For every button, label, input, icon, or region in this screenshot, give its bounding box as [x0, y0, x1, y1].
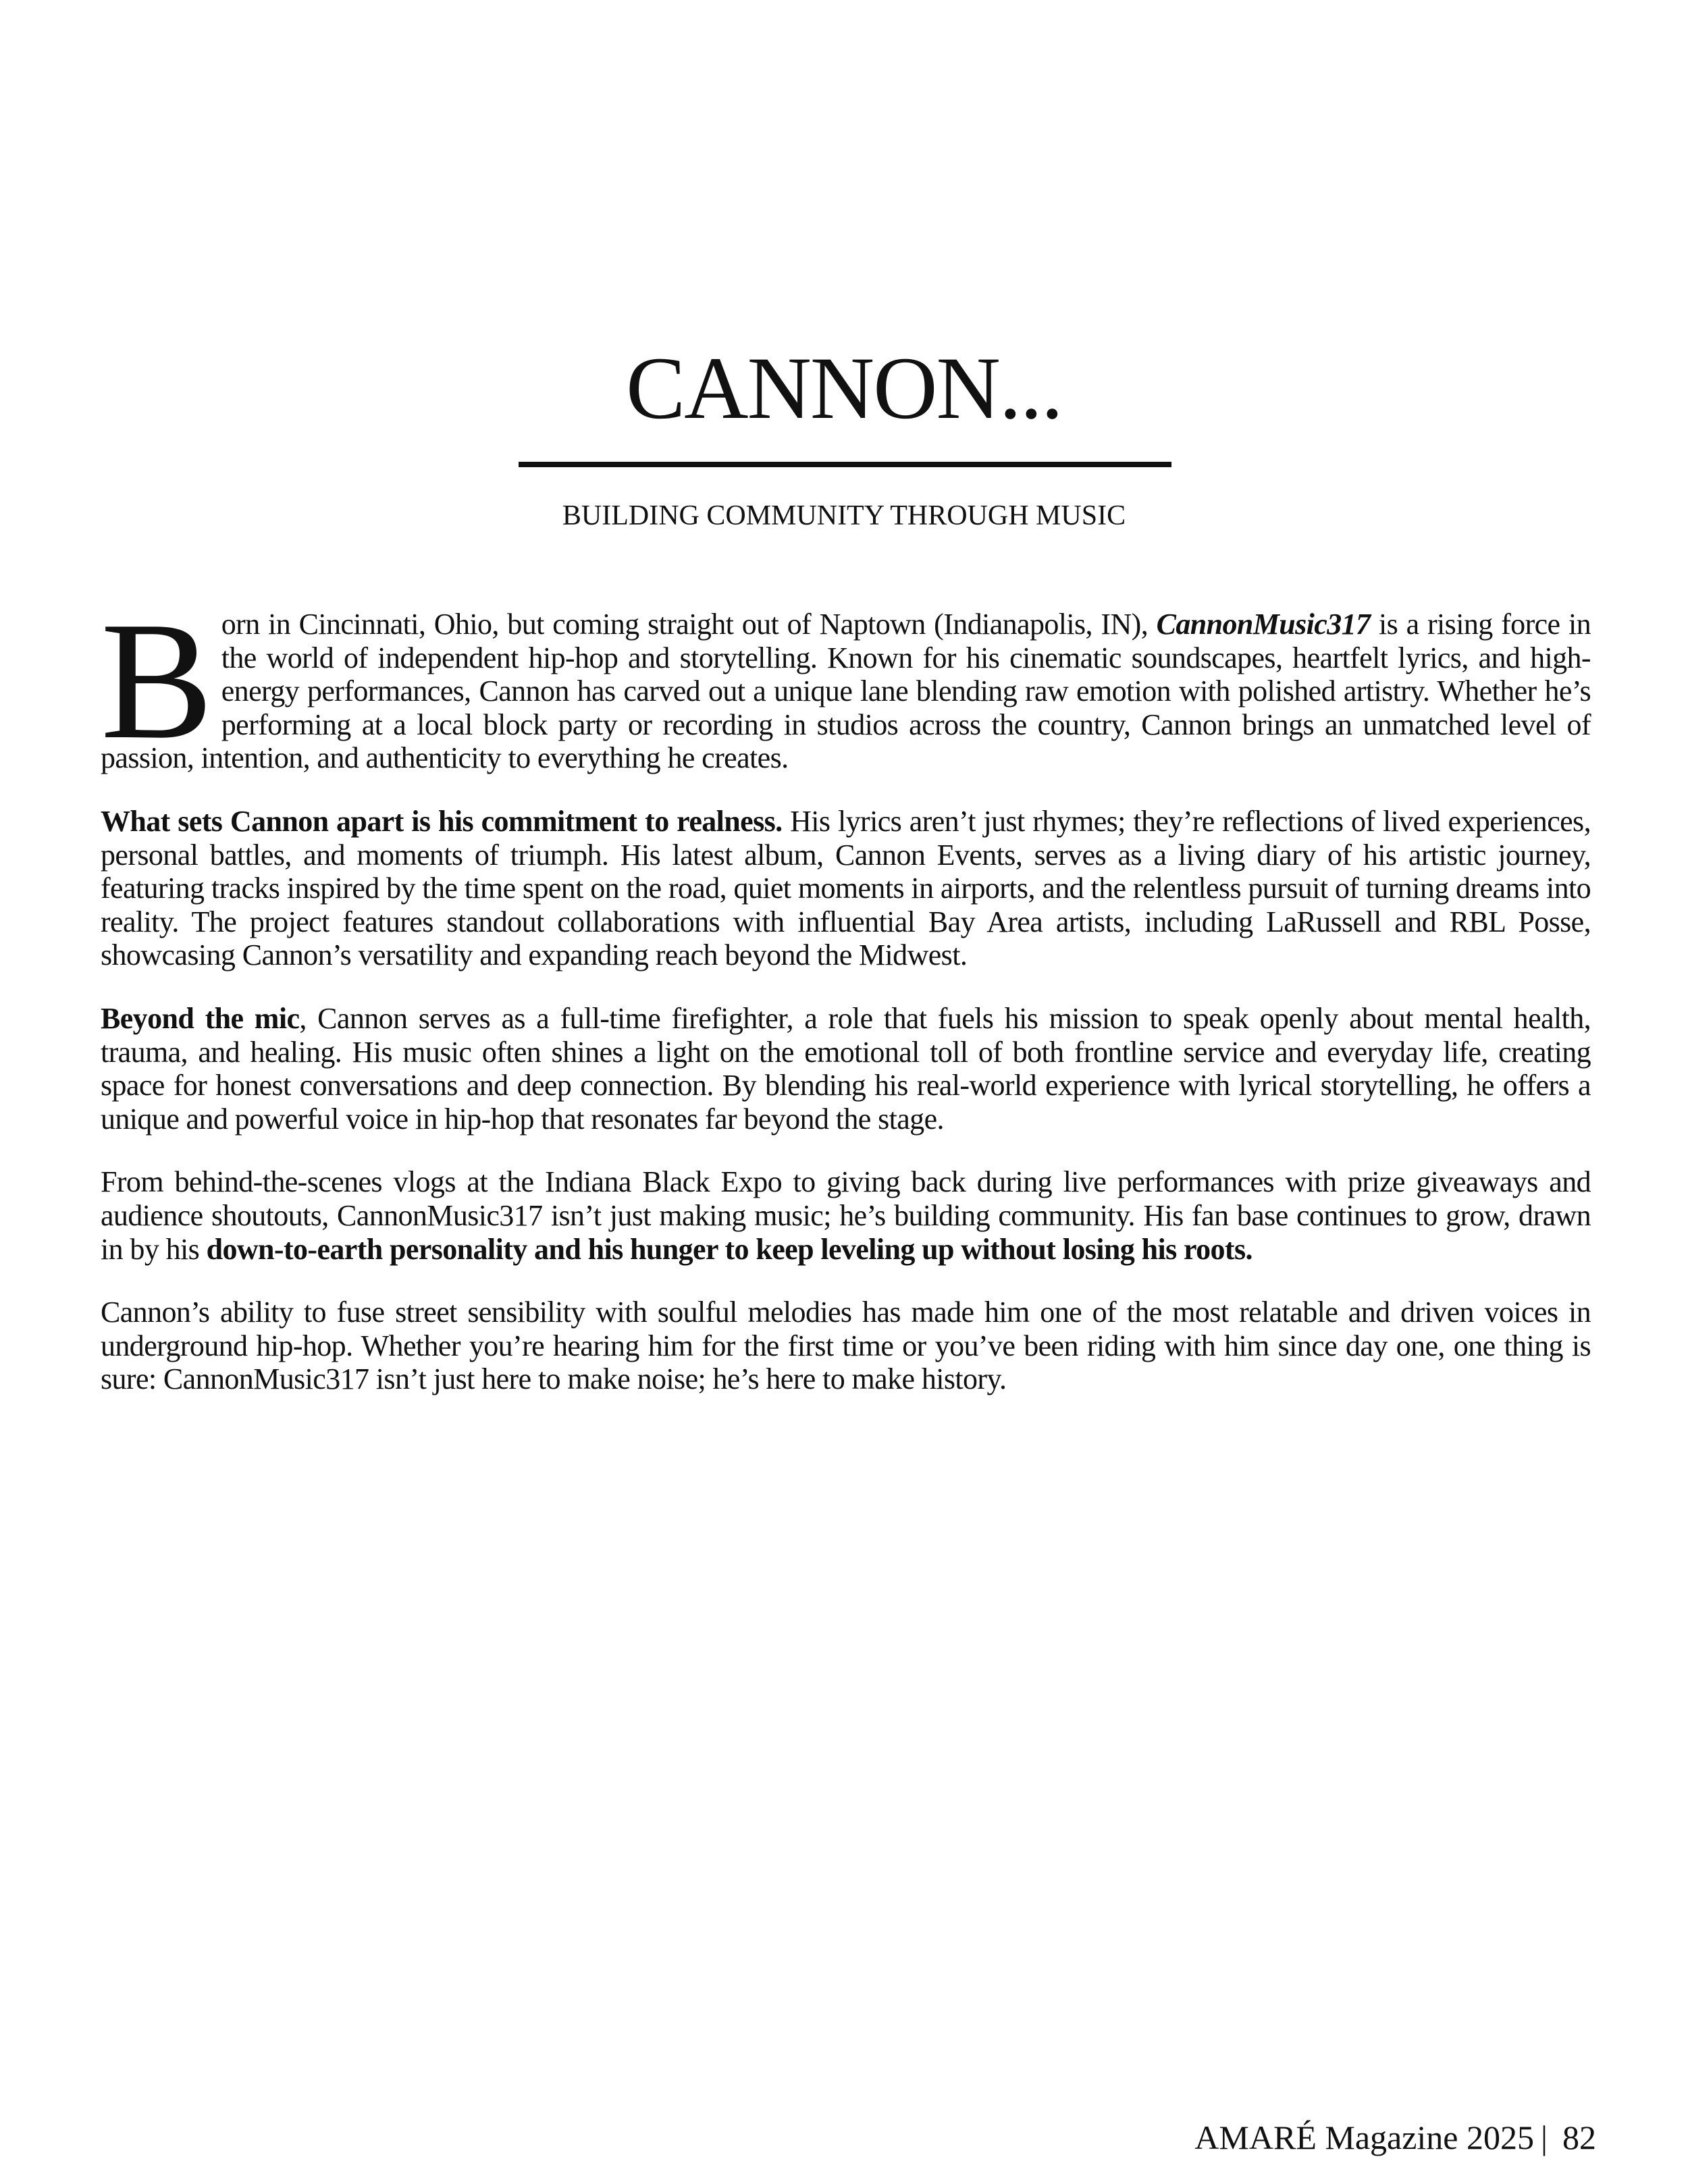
text: is a rising force in the world of independent hip-hop and storytelling. Known for his cinematic soundscapes, heartfelt lyrics, and high-energy performances, Cannon has carved out a unique lane blending raw emotion with polished artistry. Whether he’s performing at a local block party or recording in studios across the country, Cannon brings an unmatched level of passion, intention, and authenticity to everything he creates. — [101, 608, 1591, 775]
title-divider — [519, 462, 1171, 467]
text: Cannon’s ability to fuse street sensibility with soulful melodies has made him one of the most relatable and driven voices in underground hip-hop. Whether you’re hearing him for the first time or you’ve been riding with him since day one, one thing is sure: CannonMusic317 isn’t just here to make noise; he’s here to make history. — [101, 1296, 1591, 1396]
artist-name: CannonMusic317 — [1156, 608, 1371, 641]
text: orn in Cincinnati, Ohio, but coming straight out of Naptown (Indianapolis, IN), — [221, 608, 1157, 641]
article-title: CANNON... — [626, 338, 1062, 437]
article-body — [101, 587, 1591, 1426]
publication-name: AMARÉ Magazine 2025 — [1194, 2119, 1534, 2156]
paragraph-2 — [101, 805, 1591, 972]
paragraph-3 — [101, 1002, 1591, 1136]
paragraph-5 — [101, 1296, 1591, 1396]
drop-cap: B — [101, 587, 213, 774]
paragraph-4 — [101, 1165, 1591, 1266]
paragraph-1 — [101, 587, 1591, 775]
article-subtitle: BUILDING COMMUNITY THROUGH MUSIC — [562, 500, 1126, 531]
bold-text: down-to-earth personality and his hunger to keep leveling up without losing his roots. — [206, 1232, 1252, 1266]
page-number: 82 — [1562, 2119, 1596, 2156]
bold-lead: What sets Cannon apart is his commitment to realness. — [101, 804, 783, 838]
text: His lyrics aren’t just rhymes; they’re reflections of lived experiences, personal battles, and moments of triumph. His latest album, Cannon Events, serves as a living diary of his artistic journey, featuring tracks inspired by the time spent on the road, quiet moments in airports, and the relentless pursuit of turning dreams into reality. The project features standout collaborations with influential Bay Area artists, including LaRussell and RBL Posse, showcasing Cannon’s versatility and expanding reach beyond the Midwest. — [101, 804, 1591, 972]
text: , Cannon serves as a full-time firefighter, a role that fuels his mission to speak openly about mental health, trauma, and healing. His music often shines a light on the emotional toll of both frontline service and everyday life, creating space for honest conversations and deep connection. By blending his real-world experience with lyrical storytelling, he offers a unique and powerful voice in hip-hop that resonates far beyond the stage. — [101, 1001, 1591, 1136]
page-footer — [1194, 2117, 1596, 2158]
text: From behind-the-scenes vlogs at the Indiana Black Expo to giving back during live performances with prize giveaways and audience shoutouts, CannonMusic317 isn’t just making music; he’s building community. His fan base continues to grow, drawn in by his — [101, 1165, 1591, 1266]
bold-lead: Beyond the mic — [101, 1001, 300, 1035]
footer-separator: | — [1540, 2119, 1548, 2156]
